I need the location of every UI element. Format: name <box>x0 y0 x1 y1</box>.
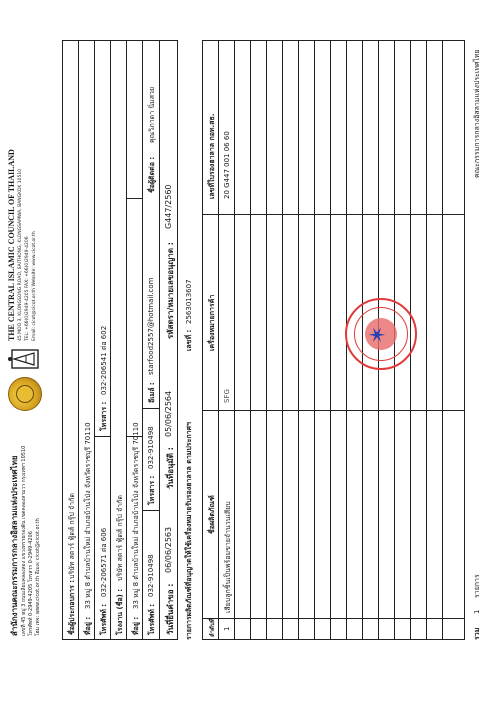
company-address-label: ที่อยู่ : <box>84 616 92 635</box>
factory-phone-value: 032-910498 <box>147 554 155 597</box>
request-date-label: วันที่ยื่นคำขอ : <box>166 583 175 635</box>
gold-seal-icon <box>8 377 42 411</box>
factory-fax-label: โทรสาร : <box>148 475 156 505</box>
company-fax-value: 032-206541 ต่อ 602 <box>100 325 108 395</box>
company-name-label: ชื่อผู้ประกอบการ : <box>68 579 76 635</box>
col-header-cert: เลขที่ใบรองฮาลาล กอท.สธ. <box>208 113 216 199</box>
col-header-no: ลำดับที่ <box>209 618 216 637</box>
company-address-value: 33 หมู่ 8 ตำบลบ้านใหม่ อำเภอบ้านโป่ง จังหวัดราชบุรี 70110 <box>84 422 92 609</box>
col-header-brand: เครื่องหมายการค้า <box>208 294 216 351</box>
row-no: 1 <box>223 626 231 631</box>
factory-address-value: 33 หมู่ 8 ตำบลบ้านใหม่ อำเภอบ้านโป่ง จังหวัดราชบุรี 70110 <box>132 422 140 609</box>
applicant-info-box <box>62 40 178 640</box>
org-address-en-1: 45 MOO 3, KLONGSONG ROAD, SAITHONG, KLONGSAMWA, BANGKOK 10510 <box>18 168 23 341</box>
company-name-value: บริษัท สตาร์ ฟู้ดส์ กรุ๊ป จำกัด <box>68 493 76 579</box>
factory-name-label: โรงงาน (ชื่อ) : <box>116 588 124 635</box>
total-unit: รายการ <box>473 574 481 598</box>
approve-date-label: วันที่อนุมัติ : <box>166 447 175 489</box>
row-cert: 20 G447 001 06 60 <box>223 131 231 199</box>
total-label: รวม <box>473 627 481 640</box>
total-value: 1 <box>473 609 481 614</box>
org-name-th: สำนักงานคณะกรรมการกลางอิสลามแห่งประเทศไทย <box>10 455 19 636</box>
products-table <box>202 40 465 640</box>
org-address-th-3: โฮม เพจ: www.cicot.or.th อีเมล: cicot@cicot.or.th <box>35 518 41 636</box>
company-phone-label: โทรศัพท์ : <box>100 603 108 635</box>
code-value: G447/2560 <box>164 184 173 229</box>
approve-date-value: 05/06/2564 <box>164 390 173 437</box>
company-fax-label: โทรสาร : <box>100 401 108 431</box>
factory-email-label: อีเมล์ : <box>148 382 156 403</box>
red-stamp-icon: ✶ <box>345 298 417 370</box>
company-phone-value: 032-206571 ต่อ 606 <box>100 527 108 597</box>
council-logo-icon <box>6 347 42 371</box>
code-label: รหัสตรา/หมายเลขอนุญาต : <box>166 242 175 339</box>
org-address-th-1: เลขที่ 45 หมู่ 3 ถนนเลียบคลองสอง แขวงทรายกองดิน เขตคลองสามวา กรุงเทพฯ 10510 <box>21 445 27 636</box>
factory-fax-value: 032-910498 <box>147 426 155 469</box>
org-address-th-2: โทรศัพท์ 0-2949-4205 โทรสาร 0-2949-4206 <box>28 531 34 636</box>
ref-value: 2563013607 <box>185 279 193 324</box>
col-header-product: ชื่อผลิตภัณฑ์ <box>208 495 216 534</box>
signatory: คณะกรรมการกลางอิสลามแห่งประเทศไทย <box>473 49 481 178</box>
factory-contact-value: คุณวิภาดา นิ่มสวย <box>148 86 156 143</box>
factory-email-value: starfood2557@hotmail.com <box>147 277 155 375</box>
org-name-en: THE CENTRAL ISLAMIC COUNCIL OF THAILAND <box>7 149 16 341</box>
org-address-en-3: Email: cicot@cicot.or.th Website: www.cicot.or.th <box>32 231 37 341</box>
factory-phone-label: โทรศัพท์ : <box>148 603 156 635</box>
row-product: เสียบลูกชิ้นเป็นพร้อมขายจำนวนเสียบ <box>224 501 232 613</box>
products-note: รายการผลิตภัณฑ์ที่อนุญาตให้ใช้เครื่องหมายรับรองฮาลาล ตามประกาศฯ <box>185 422 193 640</box>
factory-contact-label: ชื่อผู้ติดต่อ : <box>148 156 156 193</box>
row-brand: SFG <box>223 389 231 403</box>
factory-address-label: ที่อยู่ : <box>132 616 140 635</box>
org-address-en-2: TEL: +66(0)2949-4205 FAX: +66(0)2949-4206 <box>25 236 30 341</box>
request-date-value: 06/06/2563 <box>164 526 173 573</box>
ref-label: เลขที่ : <box>185 329 193 351</box>
factory-name-value: บริษัท สตาร์ ฟู้ดส์ กรุ๊ป จำกัด <box>116 495 124 581</box>
